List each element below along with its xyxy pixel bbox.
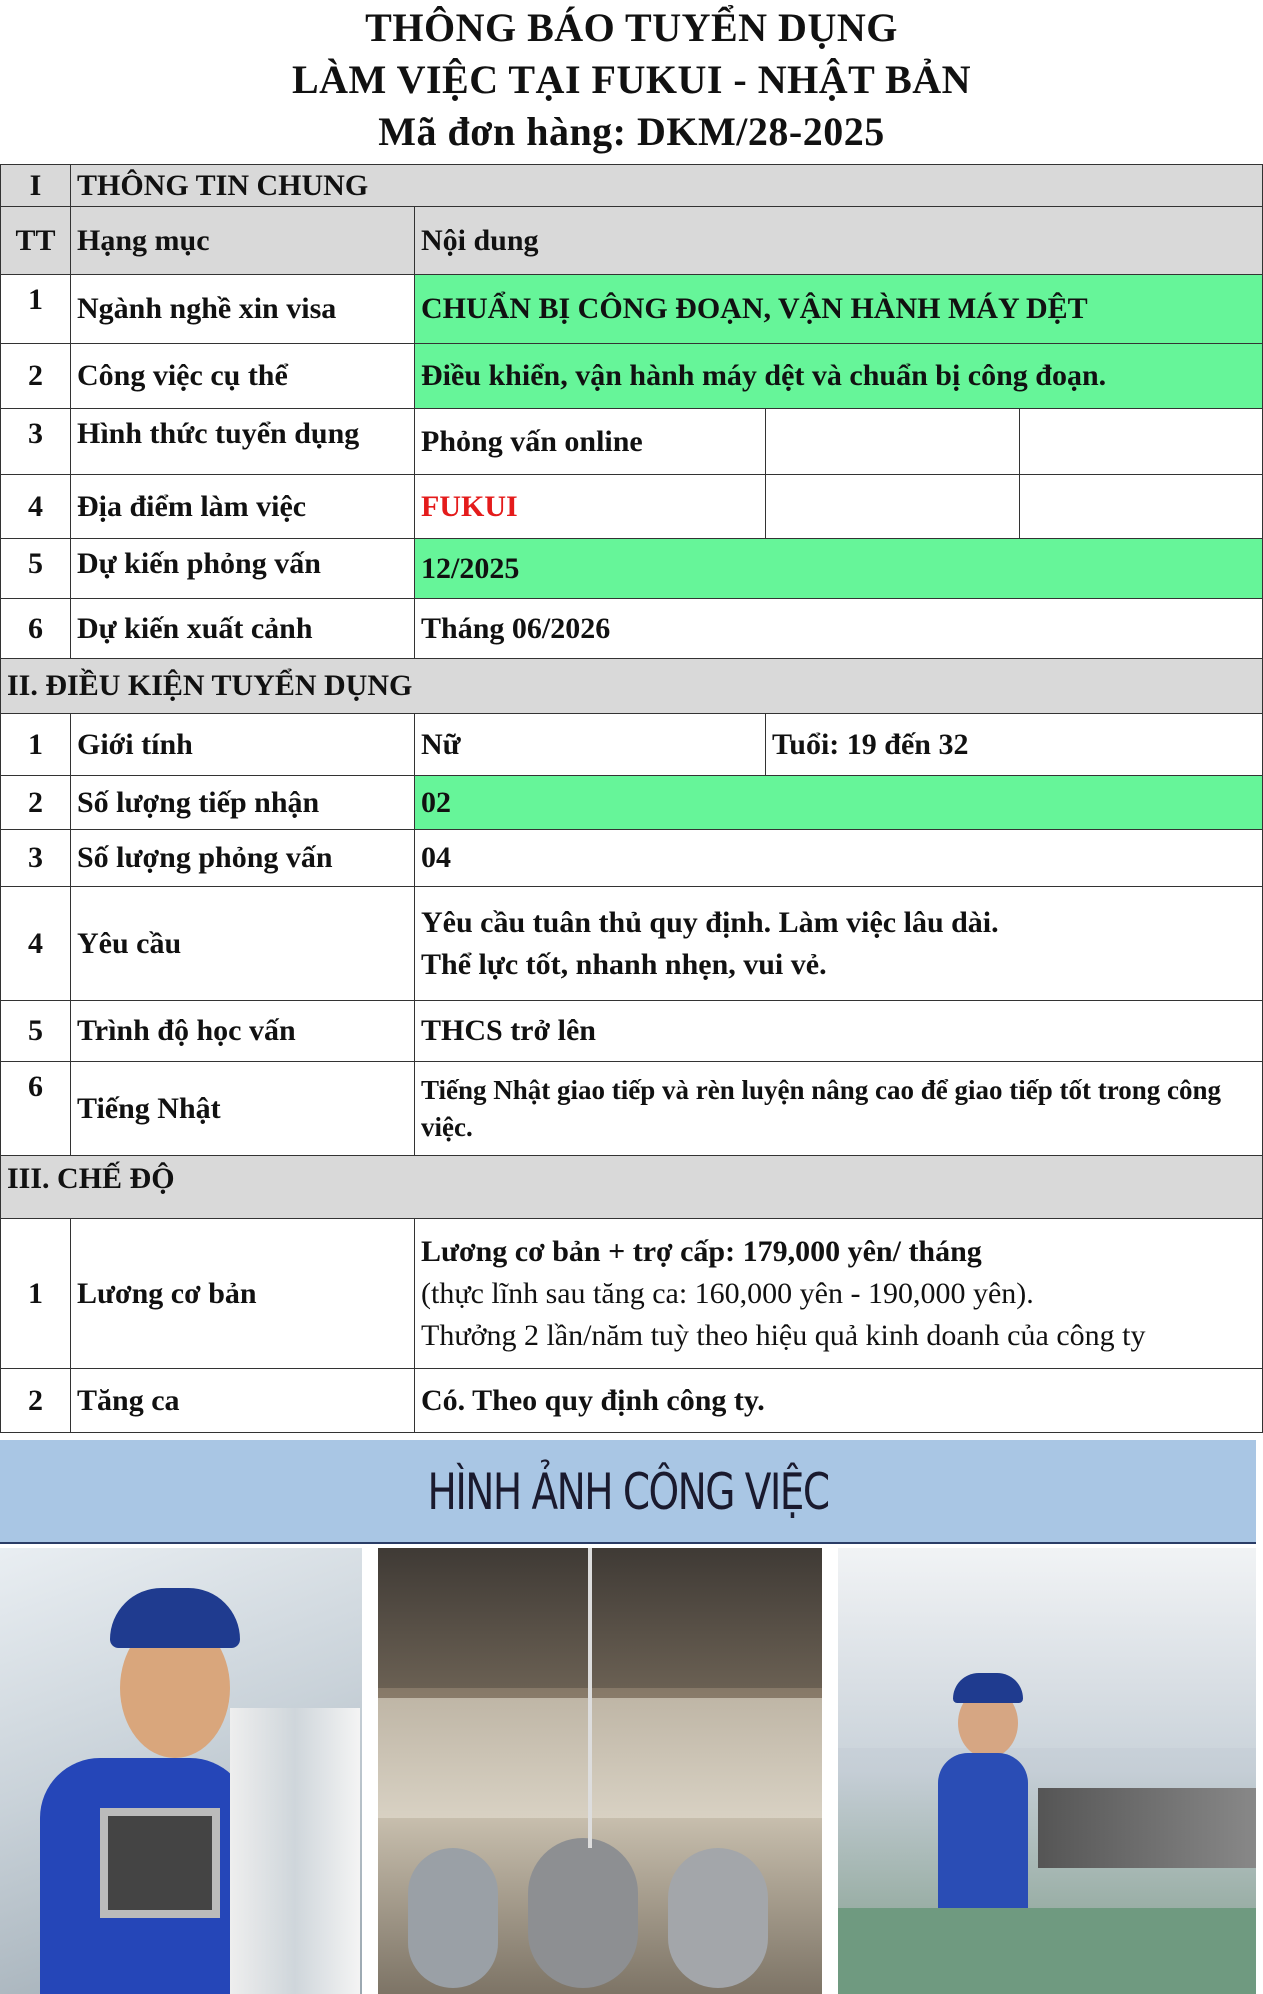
col-header-item: Hạng mục bbox=[71, 207, 415, 275]
table-row bbox=[1, 475, 1263, 539]
row-value: THCS trở lên bbox=[415, 1001, 1263, 1062]
row-number: 3 bbox=[1, 409, 71, 475]
row-value: Nữ bbox=[415, 714, 766, 776]
row-number: 3 bbox=[1, 830, 71, 887]
work-photo-operator-machine bbox=[838, 1548, 1256, 1994]
row-label: Dự kiến phỏng vấn bbox=[71, 539, 415, 599]
row-number: 6 bbox=[1, 1062, 71, 1156]
section3-header-row bbox=[1, 1156, 1263, 1219]
row-value: Có. Theo quy định công ty. bbox=[415, 1369, 1263, 1433]
work-gallery bbox=[0, 1440, 1263, 1994]
row-number: 4 bbox=[1, 887, 71, 1001]
table-row bbox=[1, 830, 1263, 887]
row-number: 4 bbox=[1, 475, 71, 539]
table-row bbox=[1, 409, 1263, 475]
row-label: Công việc cụ thể bbox=[71, 344, 415, 409]
table-row bbox=[1, 887, 1263, 1001]
row-value: CHUẨN BỊ CÔNG ĐOẠN, VẬN HÀNH MÁY DỆT bbox=[415, 275, 1263, 344]
salary-line: (thực lĩnh sau tăng ca: 160,000 yên - 190,000 yên). bbox=[421, 1276, 1034, 1310]
row-value: Phỏng vấn online bbox=[415, 409, 766, 475]
row-label: Lương cơ bản bbox=[71, 1219, 415, 1369]
row-number: 1 bbox=[1, 1219, 71, 1369]
requirement-line: Thể lực tốt, nhanh nhẹn, vui vẻ. bbox=[421, 947, 827, 981]
row-value: Điều khiển, vận hành máy dệt và chuẩn bị công đoạn. bbox=[415, 344, 1263, 409]
salary-line: Lương cơ bản + trợ cấp: 179,000 yên/ tháng bbox=[421, 1234, 982, 1268]
row-label: Giới tính bbox=[71, 714, 415, 776]
row-number: 2 bbox=[1, 1369, 71, 1433]
section1-header-row bbox=[1, 165, 1263, 207]
row-value: Tiếng Nhật giao tiếp và rèn luyện nâng cao để giao tiếp tốt trong công việc. bbox=[415, 1062, 1263, 1156]
gallery-title: HÌNH ẢNH CÔNG VIỆC bbox=[427, 1463, 829, 1521]
row-number: 6 bbox=[1, 599, 71, 659]
table-row bbox=[1, 714, 1263, 776]
table-row bbox=[1, 1062, 1263, 1156]
empty-cell bbox=[1020, 475, 1263, 539]
section2-title: II. ĐIỀU KIỆN TUYỂN DỤNG bbox=[1, 659, 1263, 714]
table-row bbox=[1, 539, 1263, 599]
salary-line: Thưởng 2 lần/năm tuỳ theo hiệu quả kinh doanh của công ty bbox=[421, 1318, 1146, 1352]
row-label: Dự kiến xuất cảnh bbox=[71, 599, 415, 659]
col-header-tt: TT bbox=[1, 207, 71, 275]
row-label: Tiếng Nhật bbox=[71, 1062, 415, 1156]
row-number: 2 bbox=[1, 344, 71, 409]
column-header-row bbox=[1, 207, 1263, 275]
row-value bbox=[415, 1219, 1263, 1369]
requirement-line: Yêu cầu tuân thủ quy định. Làm việc lâu dài. bbox=[421, 905, 999, 939]
empty-cell bbox=[766, 409, 1020, 475]
row-value bbox=[415, 887, 1263, 1001]
recruitment-table bbox=[0, 164, 1263, 1433]
header-subtitle: LÀM VIỆC TẠI FUKUI - NHẬT BẢN bbox=[291, 57, 972, 102]
empty-cell bbox=[766, 475, 1020, 539]
table-row bbox=[1, 275, 1263, 344]
row-label: Số lượng phỏng vấn bbox=[71, 830, 415, 887]
table-row bbox=[1, 1369, 1263, 1433]
row-value: 04 bbox=[415, 830, 1263, 887]
table-row bbox=[1, 776, 1263, 830]
row-label: Ngành nghề xin visa bbox=[71, 275, 415, 344]
table-row bbox=[1, 344, 1263, 409]
row-label: Trình độ học vấn bbox=[71, 1001, 415, 1062]
row-number: 2 bbox=[1, 776, 71, 830]
document-header bbox=[0, 0, 1263, 164]
header-title: THÔNG BÁO TUYỂN DỤNG bbox=[365, 5, 898, 50]
order-code: Mã đơn hàng: DKM/28-2025 bbox=[378, 109, 885, 154]
section3-title: III. CHẾ ĐỘ bbox=[1, 1156, 1263, 1219]
row-label: Hình thức tuyển dụng bbox=[71, 409, 415, 475]
gallery-banner bbox=[0, 1440, 1256, 1544]
row-value: Tháng 06/2026 bbox=[415, 599, 1263, 659]
row-label: Tăng ca bbox=[71, 1369, 415, 1433]
row-label: Số lượng tiếp nhận bbox=[71, 776, 415, 830]
row-value: 12/2025 bbox=[415, 539, 1263, 599]
table-row bbox=[1, 1219, 1263, 1369]
row-label: Địa điểm làm việc bbox=[71, 475, 415, 539]
row-label: Yêu cầu bbox=[71, 887, 415, 1001]
table-row bbox=[1, 599, 1263, 659]
row-value: 02 bbox=[415, 776, 1263, 830]
empty-cell bbox=[1020, 409, 1263, 475]
col-header-content: Nội dung bbox=[415, 207, 1263, 275]
row-number: 1 bbox=[1, 714, 71, 776]
section2-header-row bbox=[1, 659, 1263, 714]
section1-title: THÔNG TIN CHUNG bbox=[71, 165, 1263, 207]
work-location-value: FUKUI bbox=[415, 475, 766, 539]
row-number: 5 bbox=[1, 1001, 71, 1062]
row-number: 1 bbox=[1, 275, 71, 344]
age-range: Tuổi: 19 đến 32 bbox=[766, 714, 1263, 776]
row-number: 5 bbox=[1, 539, 71, 599]
table-row bbox=[1, 1001, 1263, 1062]
section1-roman: I bbox=[1, 165, 71, 207]
work-photo-worker-loom bbox=[0, 1548, 362, 1994]
work-photo-factory-floor bbox=[378, 1548, 822, 1994]
